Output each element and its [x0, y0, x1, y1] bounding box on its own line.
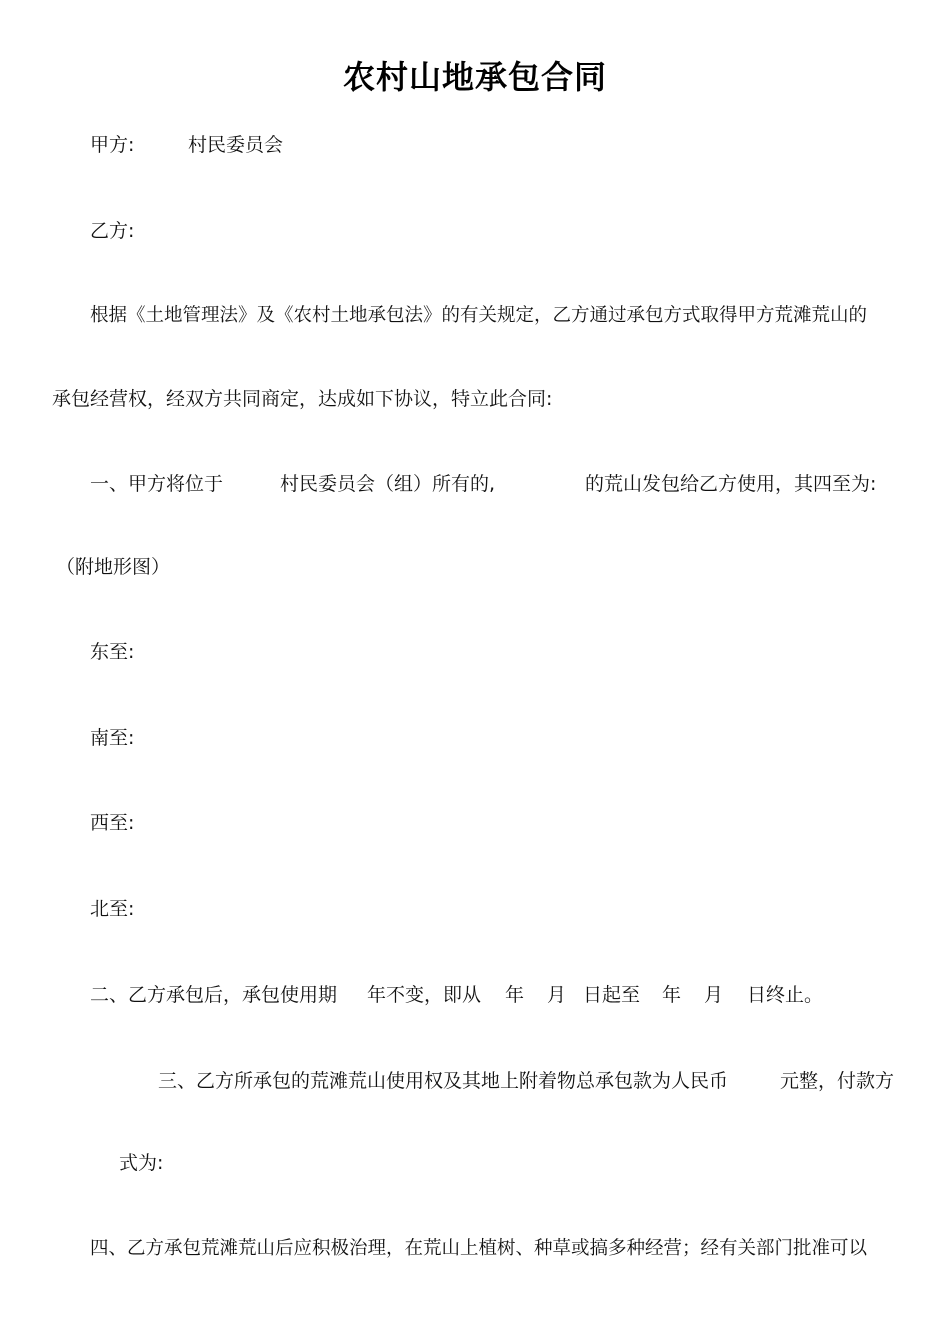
clause-4-line-1: 四、乙方承包荒滩荒山后应积极治理，在荒山上植树、种草或搞多种经营；经有关部门批准可以 [90, 1238, 868, 1259]
clause-1-part-c: 的荒山发包给乙方使用，其四至为: [585, 473, 877, 495]
clause-3-part-b: 元整，付款方 [780, 1070, 895, 1092]
clause-3-line-1 [158, 1069, 918, 1093]
boundary-west: 西至: [90, 812, 135, 834]
clause-2-part-h: 日终止。 [747, 984, 824, 1006]
clause-2-part-d: 月 [547, 984, 567, 1006]
clause-2-part-f: 年 [662, 984, 682, 1006]
preamble-line-2: 承包经营权，经双方共同商定，达成如下协议，特立此合同: [52, 388, 553, 410]
boundary-south: 南至: [90, 727, 135, 749]
clause-2-part-c: 年 [505, 984, 525, 1006]
boundary-north: 北至: [90, 898, 135, 920]
party-b-line [90, 219, 290, 243]
clause-1-part-a: 一、甲方将位于 [90, 473, 224, 495]
clause-3-line-2: 式为: [119, 1152, 164, 1174]
party-b-label: 乙方: [90, 220, 135, 242]
clause-2-line [90, 983, 910, 1007]
boundary-east: 东至: [90, 641, 135, 663]
clause-2-part-b: 年不变，即从 [367, 984, 482, 1006]
clause-3-part-a: 三、乙方所承包的荒滩荒山使用权及其地上附着物总承包款为人民币 [158, 1070, 729, 1092]
preamble-line-1: 根据《土地管理法》及《农村土地承包法》的有关规定，乙方通过承包方式取得甲方荒滩荒山的 [90, 305, 868, 326]
party-a-line [90, 133, 490, 157]
party-a-value: 村民委员会 [188, 134, 284, 156]
clause-2-part-g: 月 [704, 984, 724, 1006]
clause-1-line-2: （附地形图） [56, 556, 171, 578]
clause-2-part-e: 日起至 [583, 984, 641, 1006]
clause-1-part-b: 村民委员会（组）所有的, [280, 473, 496, 495]
party-a-label: 甲方: [90, 134, 135, 156]
document-title: 农村山地承包合同 [342, 58, 607, 96]
clause-2-part-a: 二、乙方承包后，承包使用期 [90, 984, 338, 1006]
clause-1-line-1 [90, 472, 910, 496]
